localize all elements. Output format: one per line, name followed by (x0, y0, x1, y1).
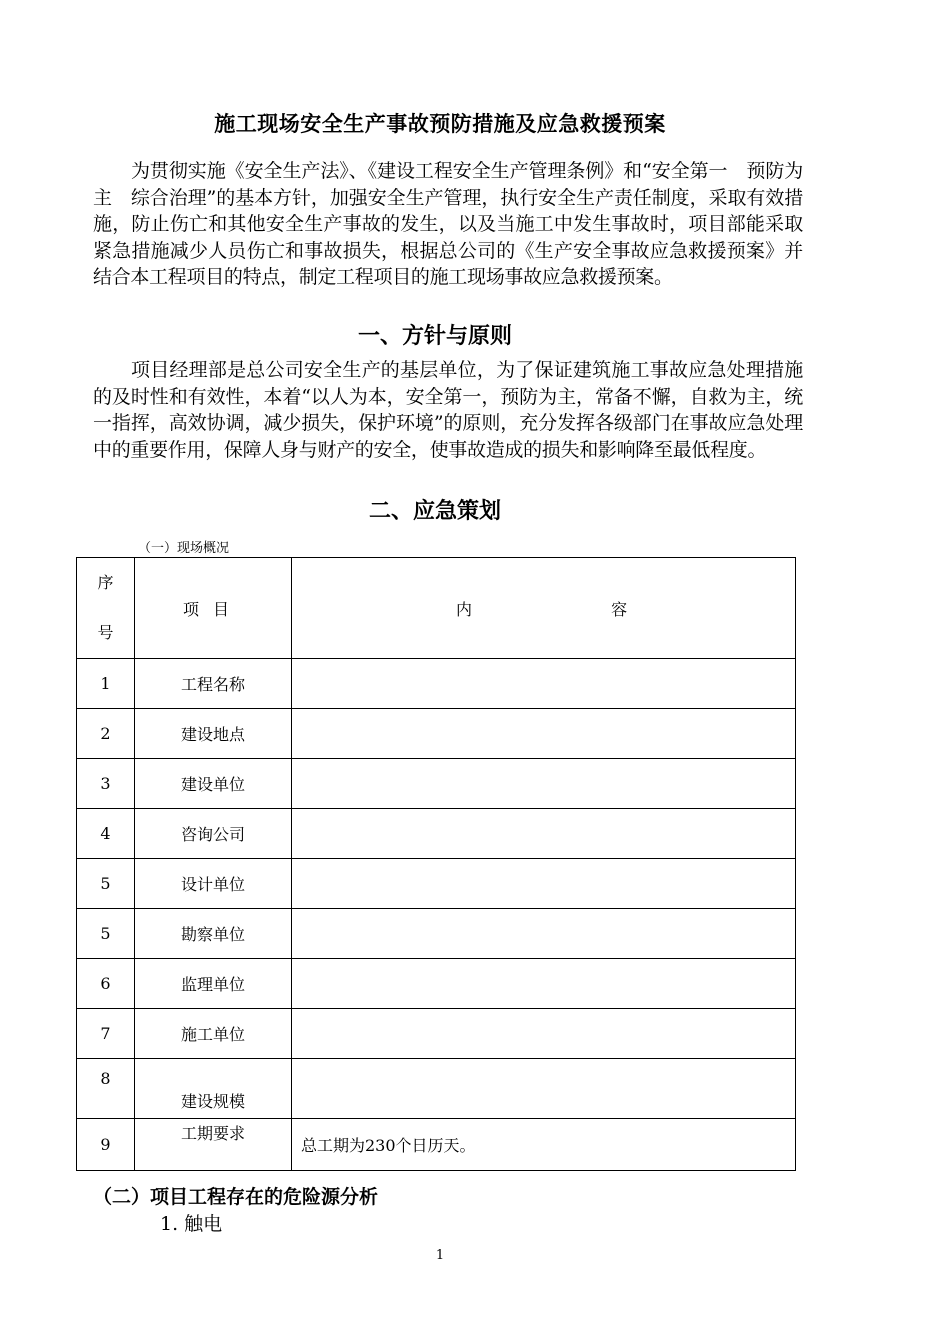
intro-paragraph: 为贯彻实施《安全生产法》、《建设工程安全生产管理条例》和“安全第一 预防为主 综合治理”的基本方针，加强安全生产管理，执行安全生产责任制度，采取有效措施，防止伤亡和其他安全生产事故的发生，以及当施工中发生事故时，项目部能采取紧急措施减少人员伤亡和事故损失，根据总公司的《生产安全事故应急救援预案》并结合本工程项目的特点，制定工程项目的施工现场事故应急救援预案。 (93, 160, 803, 289)
table-row (77, 1119, 796, 1171)
table-row (77, 909, 796, 959)
section-heading-planning: 二、应急策划 (368, 499, 501, 524)
table-header-row (77, 558, 796, 659)
row-item: 勘察单位 (135, 909, 292, 959)
table-row (77, 659, 796, 709)
row-number: 3 (77, 759, 135, 809)
header-content-a: 内 (456, 599, 473, 619)
header-content-b: 容 (611, 599, 628, 619)
header-content (292, 558, 796, 659)
header-serial (77, 558, 135, 659)
section-heading-principles: 一、方针与原则 (357, 324, 512, 349)
site-overview-table (76, 557, 796, 1171)
table-row (77, 1009, 796, 1059)
row-content (292, 1009, 796, 1059)
page-number: 1 (435, 1248, 445, 1263)
row-number: 6 (77, 959, 135, 1009)
table-row (77, 809, 796, 859)
header-serial-bottom: 号 (97, 623, 114, 642)
row-number: 9 (77, 1119, 135, 1171)
row-content (292, 709, 796, 759)
row-content (292, 759, 796, 809)
row-number: 8 (77, 1059, 135, 1119)
row-number: 1 (77, 659, 135, 709)
hazard-item-electrocution: 1. 触电 (160, 1213, 223, 1235)
row-content (292, 859, 796, 909)
hazard-analysis-heading: （二）项目工程存在的危险源分析 (93, 1186, 379, 1208)
row-item: 工程名称 (135, 659, 292, 709)
row-content (292, 1059, 796, 1119)
document-title: 施工现场安全生产事故预防措施及应急救援预案 (214, 112, 666, 136)
row-item: 咨询公司 (135, 809, 292, 859)
row-item: 建设单位 (135, 759, 292, 809)
table-row (77, 1059, 796, 1119)
row-item: 设计单位 (135, 859, 292, 909)
table-row (77, 859, 796, 909)
row-item: 监理单位 (135, 959, 292, 1009)
row-content (292, 909, 796, 959)
row-content (292, 809, 796, 859)
table-row (77, 709, 796, 759)
row-number: 7 (77, 1009, 135, 1059)
row-item: 建设规模 (135, 1059, 292, 1119)
row-number: 5 (77, 859, 135, 909)
row-number: 2 (77, 709, 135, 759)
site-overview-label: （一）现场概况 (138, 541, 230, 556)
table-row (77, 959, 796, 1009)
row-number: 5 (77, 909, 135, 959)
header-item: 项目 (135, 558, 292, 659)
row-content (292, 659, 796, 709)
principles-paragraph: 项目经理部是总公司安全生产的基层单位，为了保证建筑施工事故应急处理措施的及时性和有效性，本着“以人为本，安全第一，预防为主，常备不懈，自救为主，统一指挥，高效协调，减少损失，保护环境”的原则，充分发挥各级部门在事故应急处理中的重要作用，保障人身与财产的安全，使事故造成的损失和影响降至最低程度。 (93, 359, 803, 461)
row-number: 4 (77, 809, 135, 859)
table-row (77, 759, 796, 809)
row-item: 工期要求 (135, 1119, 292, 1171)
row-content: 总工期为230个日历天。 (292, 1119, 796, 1171)
header-serial-top: 序 (97, 573, 114, 592)
row-item: 建设地点 (135, 709, 292, 759)
row-item: 施工单位 (135, 1009, 292, 1059)
row-content (292, 959, 796, 1009)
